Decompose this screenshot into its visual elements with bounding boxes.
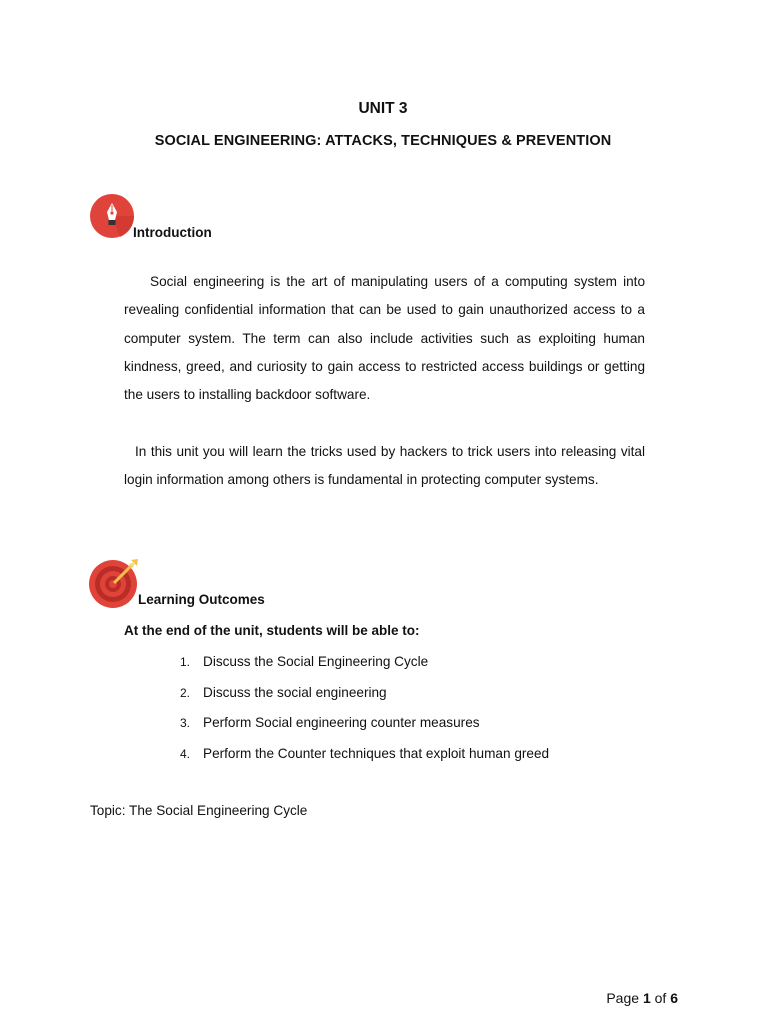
topic-line: Topic: The Social Engineering Cycle [90,803,308,818]
page-title: SOCIAL ENGINEERING: ATTACKS, TECHNIQUES & PREVENTION [154,133,612,149]
outcomes-lead-in: At the end of the unit, students will be able to: [124,623,420,638]
learning-outcomes-heading: Learning Outcomes [138,592,265,607]
total-pages-number: 6 [670,990,678,1006]
list-item-text: Discuss the Social Engineering Cycle [203,654,429,669]
page-number-footer [606,990,678,1006]
current-page-number: 1 [642,990,651,1006]
of-label: of [654,990,667,1006]
unit-label: UNIT 3 [358,100,408,117]
list-item-text: Discuss the social engineering [203,685,387,700]
page-label: Page [606,990,640,1006]
target-icon [89,557,141,609]
list-item-number: 4. [180,747,191,761]
list-item-number: 1. [180,655,191,669]
list-item-number: 3. [180,716,191,730]
intro-paragraph-1: Social engineering is the art of manipulating users of a computing system into revealing confidential information that can be used to gain unauthorized access to a computer system. The term can also include activities such as exploiting human kindness, greed, and curiosity to gain access to restricted access buildings or getting the users to installing backdoor software. [124,274,645,403]
list-item-text: Perform Social engineering counter measures [203,715,480,730]
list-item-text: Perform the Counter techniques that exploit human greed [203,746,550,761]
intro-paragraph-2: In this unit you will learn the tricks used by hackers to trick users into releasing vital login information among others is fundamental in protecting computer systems. [124,444,645,488]
list-item-number: 2. [180,686,191,700]
introduction-heading: Introduction [133,225,212,240]
fountain-pen-icon [90,193,136,239]
